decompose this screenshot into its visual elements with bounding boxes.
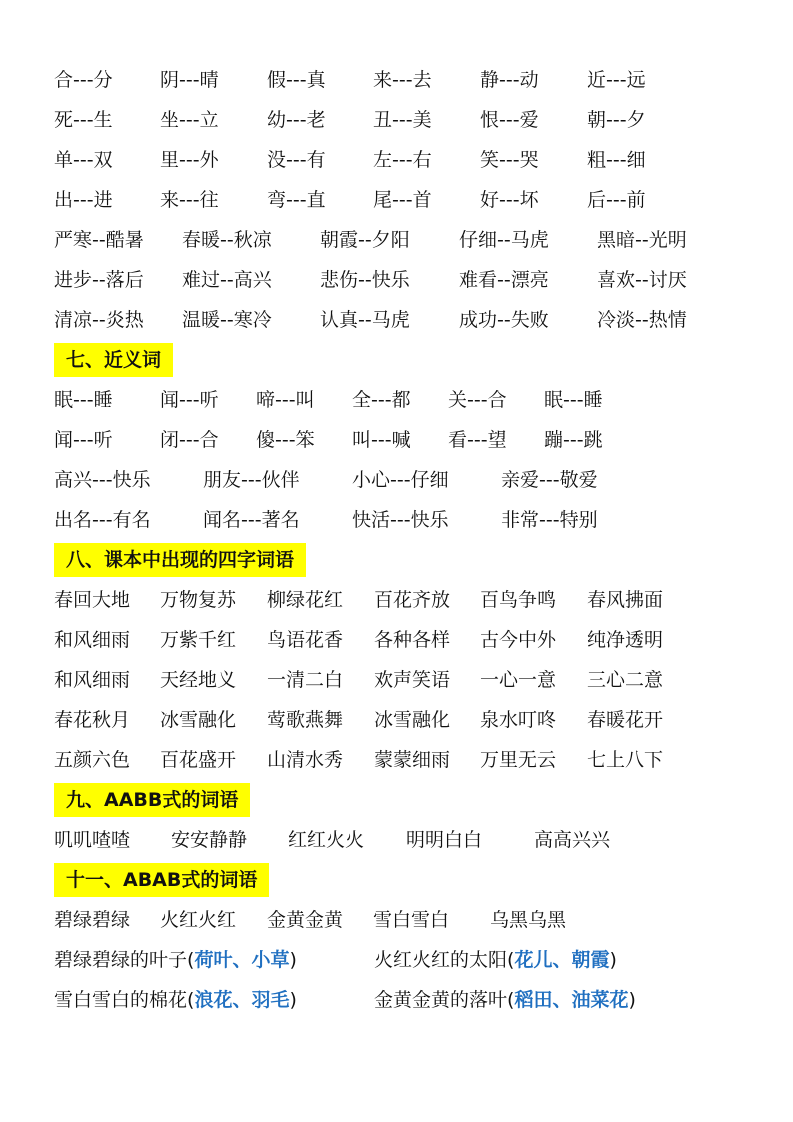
open-paren: ( bbox=[507, 989, 515, 1011]
idiom: 各种各样 bbox=[374, 629, 451, 651]
close-paren: ) bbox=[628, 989, 636, 1011]
idiom: 三心二意 bbox=[587, 669, 664, 691]
aabb-word: 高高兴兴 bbox=[534, 829, 611, 851]
idiom: 春风拂面 bbox=[587, 589, 664, 611]
word-pair: 死---生 bbox=[54, 109, 113, 131]
word-pair: 冷淡--热情 bbox=[597, 309, 687, 331]
word-pair: 傻---笨 bbox=[256, 429, 315, 451]
word-pair: 关---合 bbox=[448, 389, 507, 411]
word-pair: 亲爱---敬爱 bbox=[501, 469, 598, 491]
idiom: 蒙蒙细雨 bbox=[374, 749, 451, 771]
idiom: 万物复苏 bbox=[160, 589, 237, 611]
word-pair: 出名---有名 bbox=[54, 509, 151, 531]
word-pair: 非常---特别 bbox=[501, 509, 598, 531]
idiom: 欢声笑语 bbox=[374, 669, 451, 691]
idiom: 古今中外 bbox=[480, 629, 557, 651]
idiom: 春花秋月 bbox=[54, 709, 131, 731]
word-pair: 看---望 bbox=[448, 429, 507, 451]
word-pair: 阴---晴 bbox=[160, 69, 219, 91]
idiom: 百花齐放 bbox=[374, 589, 451, 611]
word-pair: 单---双 bbox=[54, 149, 113, 171]
section-heading-synonyms: 七、近义词 bbox=[54, 343, 173, 377]
section-heading-aabb: 九、AABB式的词语 bbox=[54, 783, 250, 817]
abab-word: 金黄金黄 bbox=[267, 909, 344, 931]
word-pair: 笑---哭 bbox=[480, 149, 539, 171]
example-text: 雪白雪白的棉花 bbox=[54, 989, 188, 1011]
close-paren: ) bbox=[289, 949, 297, 971]
aabb-word: 安安静静 bbox=[171, 829, 248, 851]
word-pair: 没---有 bbox=[267, 149, 326, 171]
word-pair: 喜欢--讨厌 bbox=[597, 269, 687, 291]
word-pair: 蹦---跳 bbox=[544, 429, 603, 451]
idiom: 柳绿花红 bbox=[267, 589, 344, 611]
idiom: 山清水秀 bbox=[267, 749, 344, 771]
word-pair: 朝---夕 bbox=[587, 109, 646, 131]
word-pair: 认真--马虎 bbox=[320, 309, 410, 331]
idiom: 鸟语花香 bbox=[267, 629, 344, 651]
aabb-word: 叽叽喳喳 bbox=[54, 829, 131, 851]
word-pair: 悲伤--快乐 bbox=[320, 269, 410, 291]
open-paren: ( bbox=[187, 989, 195, 1011]
word-pair: 温暖--寒冷 bbox=[182, 309, 272, 331]
open-paren: ( bbox=[187, 949, 195, 971]
example-phrase bbox=[54, 980, 297, 1020]
word-pair: 尾---首 bbox=[373, 189, 432, 211]
example-phrase bbox=[54, 940, 297, 980]
abab-word: 乌黑乌黑 bbox=[490, 909, 567, 931]
word-pair: 幼---老 bbox=[267, 109, 326, 131]
word-pair: 闻---听 bbox=[160, 389, 219, 411]
idiom: 冰雪融化 bbox=[374, 709, 451, 731]
close-paren: ) bbox=[609, 949, 617, 971]
word-pair: 高兴---快乐 bbox=[54, 469, 151, 491]
word-pair: 眠---睡 bbox=[54, 389, 113, 411]
word-pair: 进步--落后 bbox=[54, 269, 144, 291]
word-pair: 清凉--炎热 bbox=[54, 309, 144, 331]
word-pair: 难看--漂亮 bbox=[459, 269, 549, 291]
word-pair: 弯---直 bbox=[267, 189, 326, 211]
example-answer: 稻田、油菜花 bbox=[514, 989, 629, 1011]
word-pair: 假---真 bbox=[267, 69, 326, 91]
idiom: 五颜六色 bbox=[54, 749, 131, 771]
example-text: 金黄金黄的落叶 bbox=[374, 989, 508, 1011]
word-pair: 朝霞--夕阳 bbox=[320, 229, 410, 251]
word-pair: 难过--高兴 bbox=[182, 269, 272, 291]
word-pair: 小心---仔细 bbox=[352, 469, 449, 491]
idiom: 春回大地 bbox=[54, 589, 131, 611]
abab-word: 碧绿碧绿 bbox=[54, 909, 131, 931]
word-pair: 眠---睡 bbox=[544, 389, 603, 411]
word-pair: 成功--失败 bbox=[459, 309, 549, 331]
example-phrase bbox=[374, 980, 636, 1020]
word-pair: 啼---叫 bbox=[256, 389, 315, 411]
example-answer: 花儿、朝霞 bbox=[514, 949, 610, 971]
open-paren: ( bbox=[507, 949, 515, 971]
idiom: 天经地义 bbox=[160, 669, 237, 691]
aabb-word: 明明白白 bbox=[406, 829, 483, 851]
idiom: 百鸟争鸣 bbox=[480, 589, 557, 611]
word-pair: 黑暗--光明 bbox=[597, 229, 687, 251]
idiom: 万紫千红 bbox=[160, 629, 237, 651]
section-heading-abab: 十一、ABAB式的词语 bbox=[54, 863, 269, 897]
word-pair: 丑---美 bbox=[373, 109, 432, 131]
example-answer: 浪花、羽毛 bbox=[194, 989, 290, 1011]
section-heading-four-char: 八、课本中出现的四字词语 bbox=[54, 543, 306, 577]
word-pair: 左---右 bbox=[373, 149, 432, 171]
close-paren: ) bbox=[289, 989, 297, 1011]
idiom: 莺歌燕舞 bbox=[267, 709, 344, 731]
idiom: 泉水叮咚 bbox=[480, 709, 557, 731]
idiom: 七上八下 bbox=[587, 749, 664, 771]
idiom: 冰雪融化 bbox=[160, 709, 237, 731]
word-pair: 出---进 bbox=[54, 189, 113, 211]
abab-word: 雪白雪白 bbox=[373, 909, 450, 931]
word-pair: 粗---细 bbox=[587, 149, 646, 171]
word-pair: 近---远 bbox=[587, 69, 646, 91]
word-pair: 恨---爱 bbox=[480, 109, 539, 131]
word-pair: 朋友---伙伴 bbox=[203, 469, 300, 491]
word-pair: 闭---合 bbox=[160, 429, 219, 451]
word-pair: 后---前 bbox=[587, 189, 646, 211]
word-pair: 里---外 bbox=[160, 149, 219, 171]
idiom: 一清二白 bbox=[267, 669, 344, 691]
example-phrase bbox=[374, 940, 617, 980]
word-pair: 春暖--秋凉 bbox=[182, 229, 272, 251]
aabb-word: 红红火火 bbox=[288, 829, 365, 851]
word-pair: 叫---喊 bbox=[352, 429, 411, 451]
word-pair: 仔细--马虎 bbox=[459, 229, 549, 251]
word-pair: 坐---立 bbox=[160, 109, 219, 131]
idiom: 和风细雨 bbox=[54, 629, 131, 651]
word-pair: 闻---听 bbox=[54, 429, 113, 451]
word-pair: 闻名---著名 bbox=[203, 509, 300, 531]
idiom: 春暖花开 bbox=[587, 709, 664, 731]
word-pair: 静---动 bbox=[480, 69, 539, 91]
word-pair: 合---分 bbox=[54, 69, 113, 91]
word-pair: 来---去 bbox=[373, 69, 432, 91]
idiom: 和风细雨 bbox=[54, 669, 131, 691]
idiom: 百花盛开 bbox=[160, 749, 237, 771]
abab-word: 火红火红 bbox=[160, 909, 237, 931]
word-pair: 严寒--酷暑 bbox=[54, 229, 144, 251]
idiom: 纯净透明 bbox=[587, 629, 664, 651]
word-pair: 好---坏 bbox=[480, 189, 539, 211]
word-pair: 快活---快乐 bbox=[352, 509, 449, 531]
example-text: 碧绿碧绿的叶子 bbox=[54, 949, 188, 971]
idiom: 万里无云 bbox=[480, 749, 557, 771]
word-pair: 全---都 bbox=[352, 389, 411, 411]
example-answer: 荷叶、小草 bbox=[194, 949, 290, 971]
word-pair: 来---往 bbox=[160, 189, 219, 211]
idiom: 一心一意 bbox=[480, 669, 557, 691]
example-text: 火红火红的太阳 bbox=[374, 949, 508, 971]
